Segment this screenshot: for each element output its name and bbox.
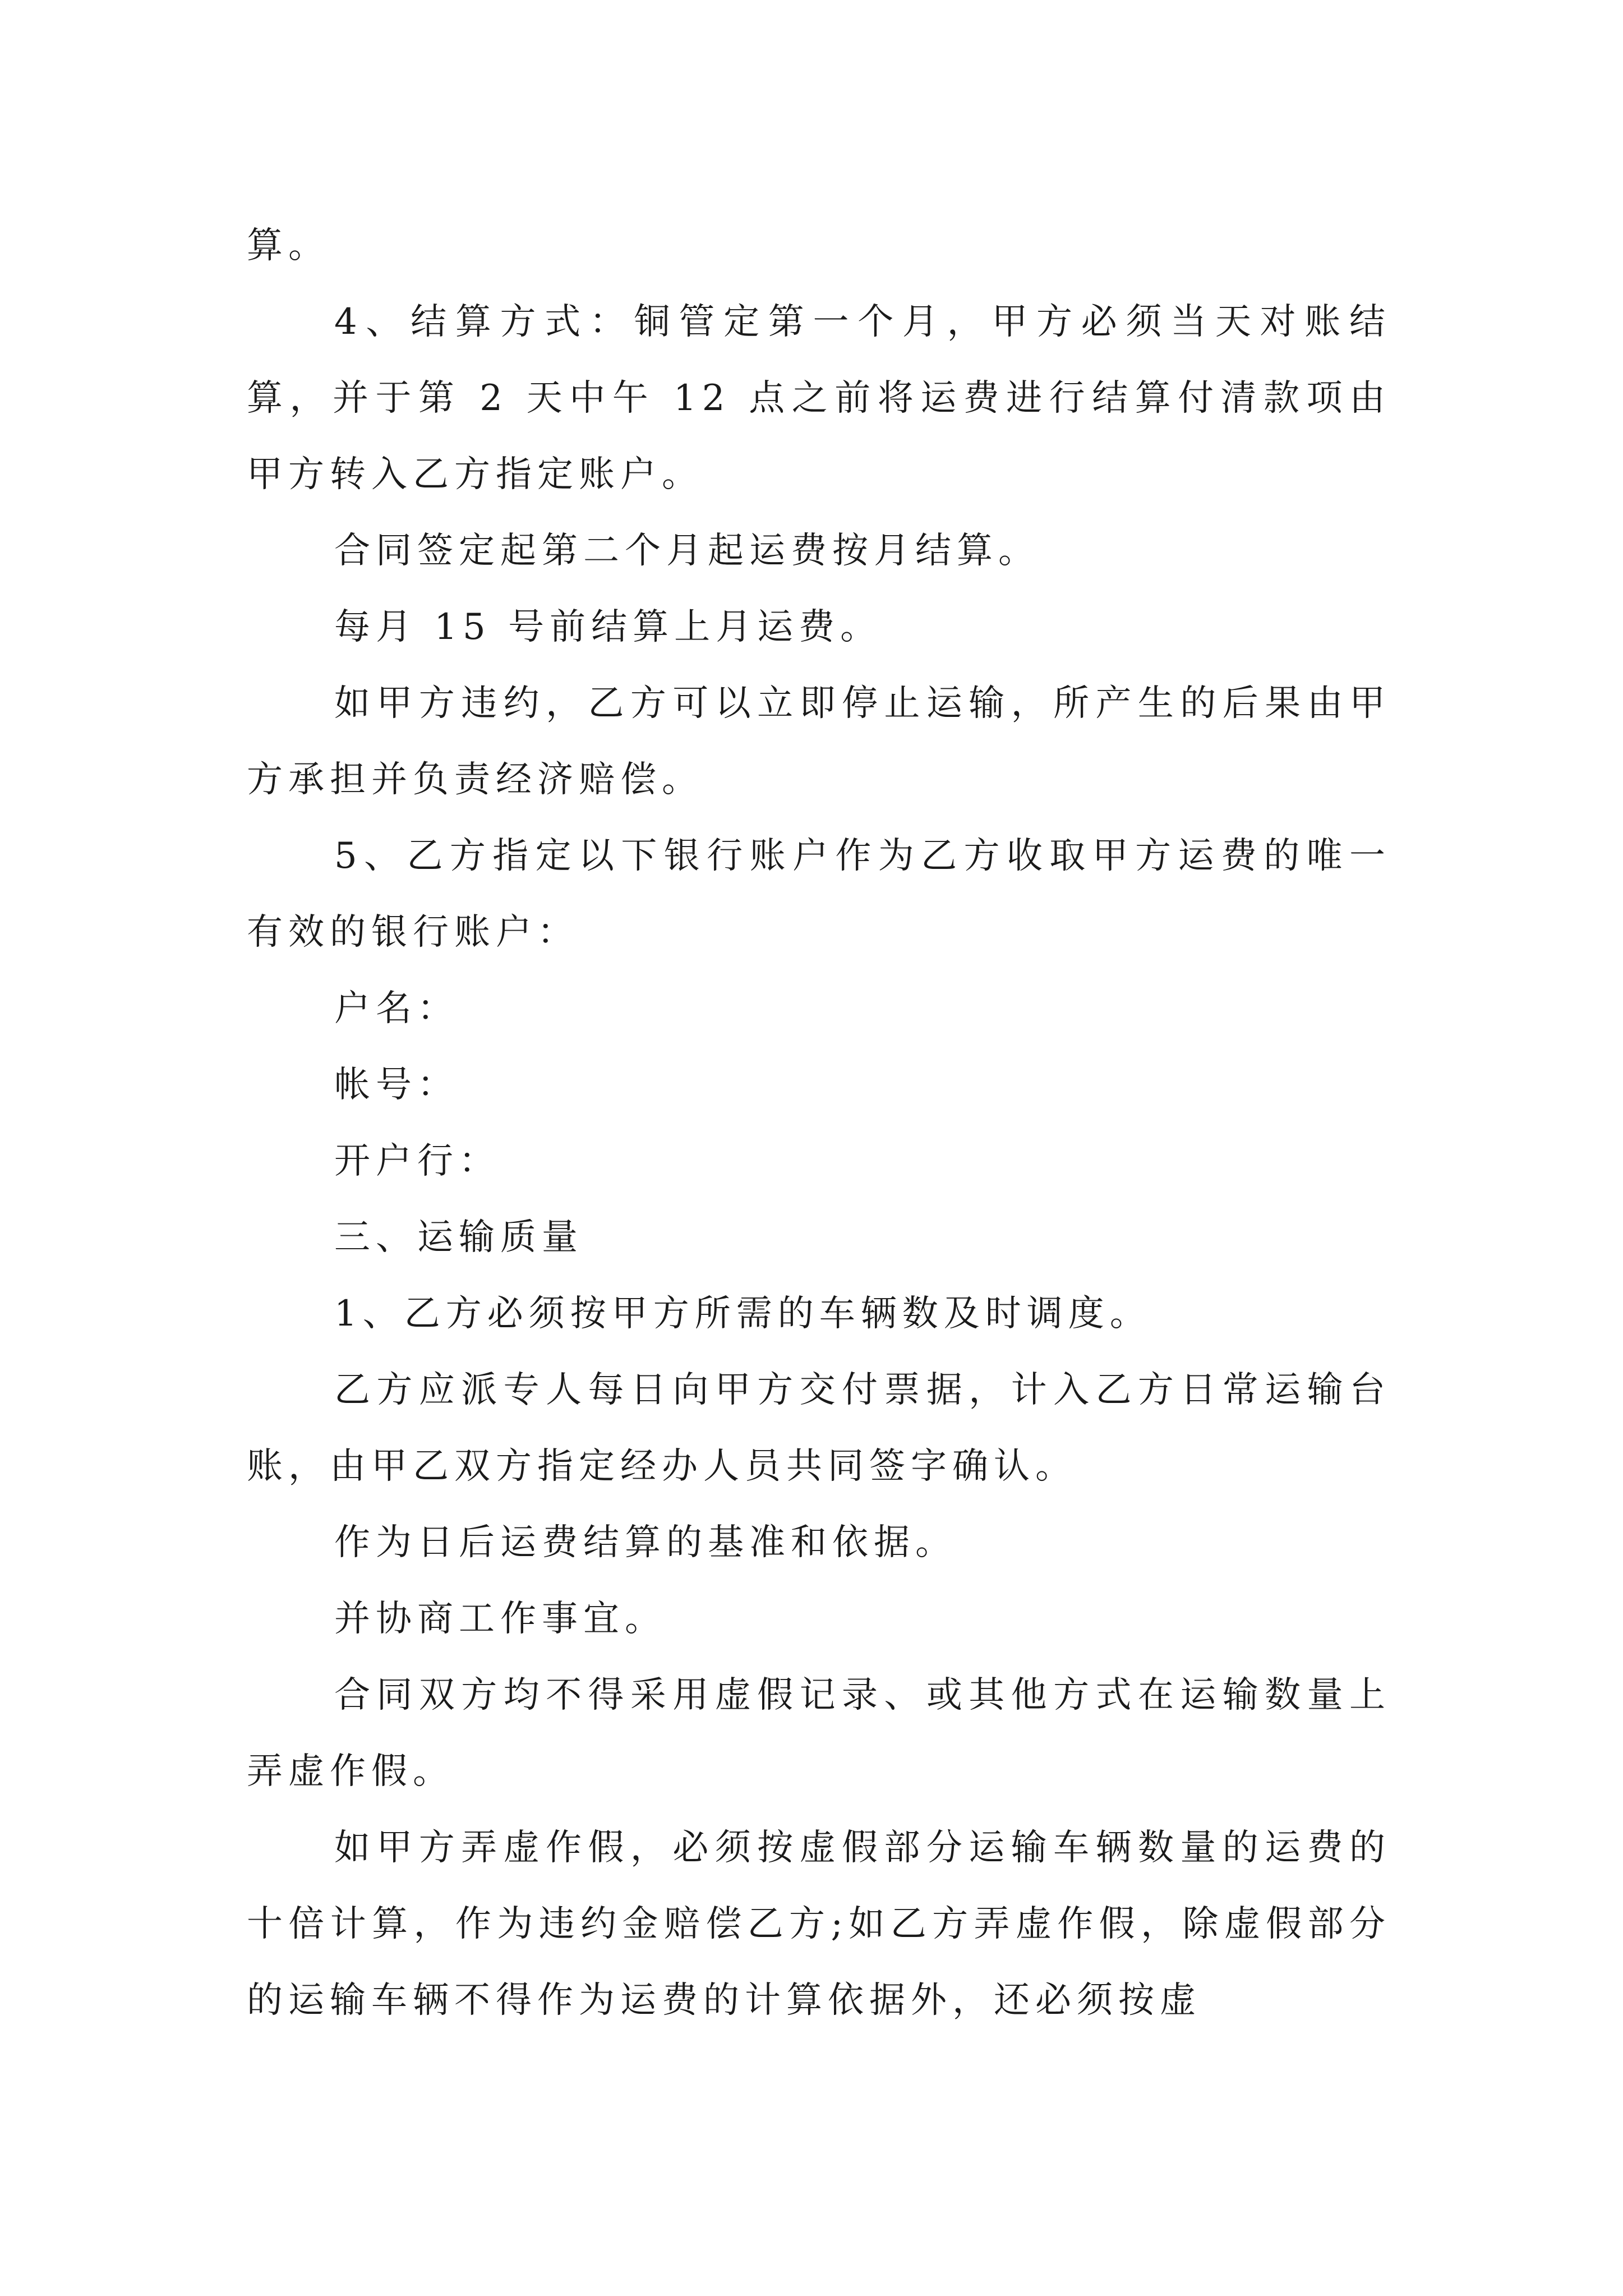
paragraph: 并协商工作事宜。: [334, 1598, 666, 1640]
paragraph: 乙方应派专人每日向甲方交付票据，计入乙方日常运输台账，由甲乙双方指定经办人员共同签字确认。: [247, 1369, 1391, 1487]
paragraph: 如甲方违约，乙方可以立即停止运输，所产生的后果由甲方承担并负责经济赔偿。: [247, 683, 1391, 800]
paragraph: 每月 15 号前结算上月运费。: [334, 606, 882, 648]
bank-name-label: 开户行：: [334, 1140, 500, 1182]
paragraph: 4、结算方式：铜管定第一个月，甲方必须当天对账结算，并于第 2 天中午 12 点之前将运费进行结算付清款项由甲方转入乙方指定账户。: [247, 301, 1391, 495]
account-number-label: 帐号：: [334, 1064, 459, 1106]
paragraph: 合同双方均不得采用虚假记录、或其他方式在运输数量上弄虚作假。: [247, 1674, 1391, 1792]
paragraph: 1、乙方必须按甲方所需的车辆数及时调度。: [334, 1293, 1151, 1335]
paragraph: 如甲方弄虚作假，必须按虚假部分运输车辆数量的运费的十倍计算，作为违约金赔偿乙方;如乙方弄虚作假，除虚假部分的运输车辆不得作为运费的计算依据外，还必须按虚: [247, 1827, 1391, 2021]
section-heading: 三、运输质量: [334, 1217, 583, 1258]
paragraph: 合同签定起第二个月起运费按月结算。: [334, 530, 1040, 572]
account-name-label: 户名：: [334, 988, 459, 1029]
paragraph: 作为日后运费结算的基准和依据。: [334, 1522, 957, 1563]
paragraph: 5、乙方指定以下银行账户作为乙方收取甲方运费的唯一有效的银行账户：: [247, 835, 1391, 953]
document-body: [247, 208, 1391, 2039]
paragraph: 算。: [247, 225, 330, 266]
